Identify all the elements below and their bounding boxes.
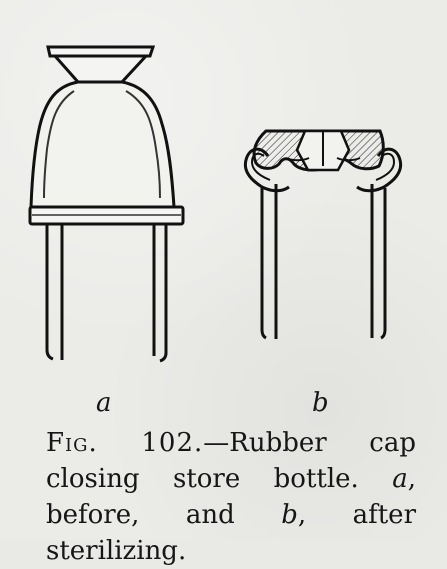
caption-text-part-3: , after sterilizing. [46, 500, 416, 566]
caption-text-part-1: Rubber cap closing store bottle. [46, 428, 416, 494]
figure-caption [46, 425, 416, 569]
caption-dash: — [203, 428, 230, 458]
cap-before-sterilizing [30, 47, 183, 361]
figure-label-a: a [96, 388, 112, 418]
caption-text-part-2: , before, and [46, 464, 416, 530]
figure-number: Fig. 102. [46, 428, 204, 458]
figure-label-b: b [312, 388, 329, 418]
caption-label-b: b [281, 500, 298, 530]
caption-label-a: a [392, 464, 408, 494]
cap-after-sterilizing [245, 131, 400, 339]
